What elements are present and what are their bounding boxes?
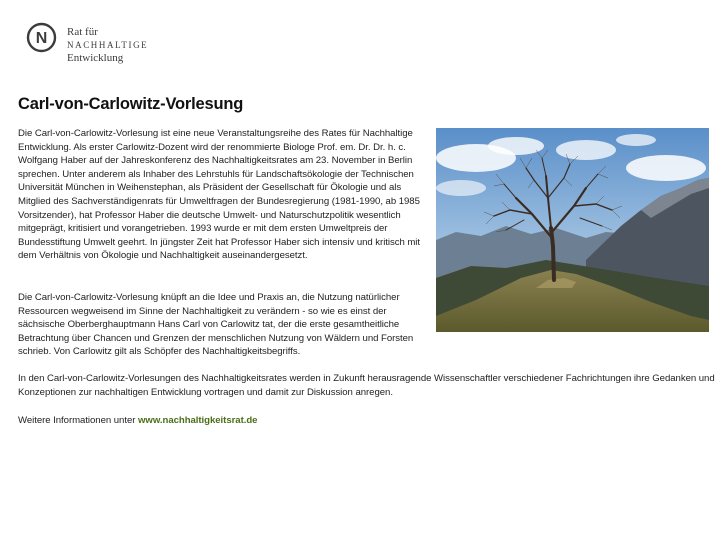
- paragraph-more-info: [18, 414, 718, 428]
- logo-line-2: NACHHALTIGE: [67, 40, 149, 50]
- more-info-label: Weitere Informationen unter: [18, 415, 139, 426]
- logo-text: [67, 26, 148, 65]
- website-link[interactable]: www.nachhaltigkeitsrat.de: [138, 415, 258, 426]
- logo-mark-letter: N: [35, 30, 48, 48]
- paragraph-intro: Die Carl-von-Carlowitz-Vorlesung ist eine neue Veranstaltungsreihe des Rates für Nachhaltige Entwicklung. Als erster Carlowitz-Dozent wird der renommierte Biologe Prof. em. Dr. Dr. h. c. Wolfgang Haber auf der Jahreskonferenz des Nachhaltigkeitsrates am 23. November in Berlin sprechen. Unter anderem als Inhaber des Lehrstuhls für Landschaftsökologie der Technischen Universität München in Weihenstephan, als Präsident der Gesellschaft für Ökologie und als Mitglied des Sachverständigenrats für Umweltfragen der Bundesregierung (1981-1990, ab 1985 Vorsitzender), hat Professor Haber die deutsche Umwelt- und Naturschutzpolitik wesentlich mitgeprägt, kritisiert und vorangetrieben. 1993 wurde er mit dem ersten Umweltpreis der Bundesstiftung Umwelt geehrt. In jüngster Zeit hat Professor Haber sich intensiv und kritisch mit dem Verhältnis von Ökologie und Nachhaltigkeit auseinandergesetzt.: [18, 128, 421, 262]
- logo-line-1: Rat für: [67, 26, 98, 38]
- page-title: Carl-von-Carlowitz-Vorlesung: [18, 95, 244, 113]
- logo-line-3: Entwicklung: [67, 52, 124, 64]
- paragraph-idea: Die Carl-von-Carlowitz-Vorlesung knüpft an die Idee und Praxis an, die Nutzung natürlicher Ressourcen wegweisend im Sinne der Nachhaltigkeit zu verändern - so wie es einst der sächsische Oberberghauptmann Hans Carl von Carlowitz tat, der die erste gesamtheitliche Betrachtung über Chancen und Grenzen der menschlichen Nutzung von Wäldern und Forsten schrieb. Von Carlowitz gilt als Schöpfer des Nachhaltigkeitsbegriffs.: [18, 292, 414, 358]
- logo[interactable]: [26, 22, 148, 65]
- logo-mark-icon: [26, 22, 57, 53]
- tree-landscape-photo: [436, 128, 709, 332]
- paragraph-outlook: In den Carl-von-Carlowitz-Vorlesungen des Nachhaltigkeitsrates werden in Zukunft herausragende Wissenschaftler verschiedener Fachrichtungen ihre Gedanken und Konzeptionen zur nachhaltigen Entwicklung vortragen und damit zur Diskussion anregen.: [18, 373, 715, 398]
